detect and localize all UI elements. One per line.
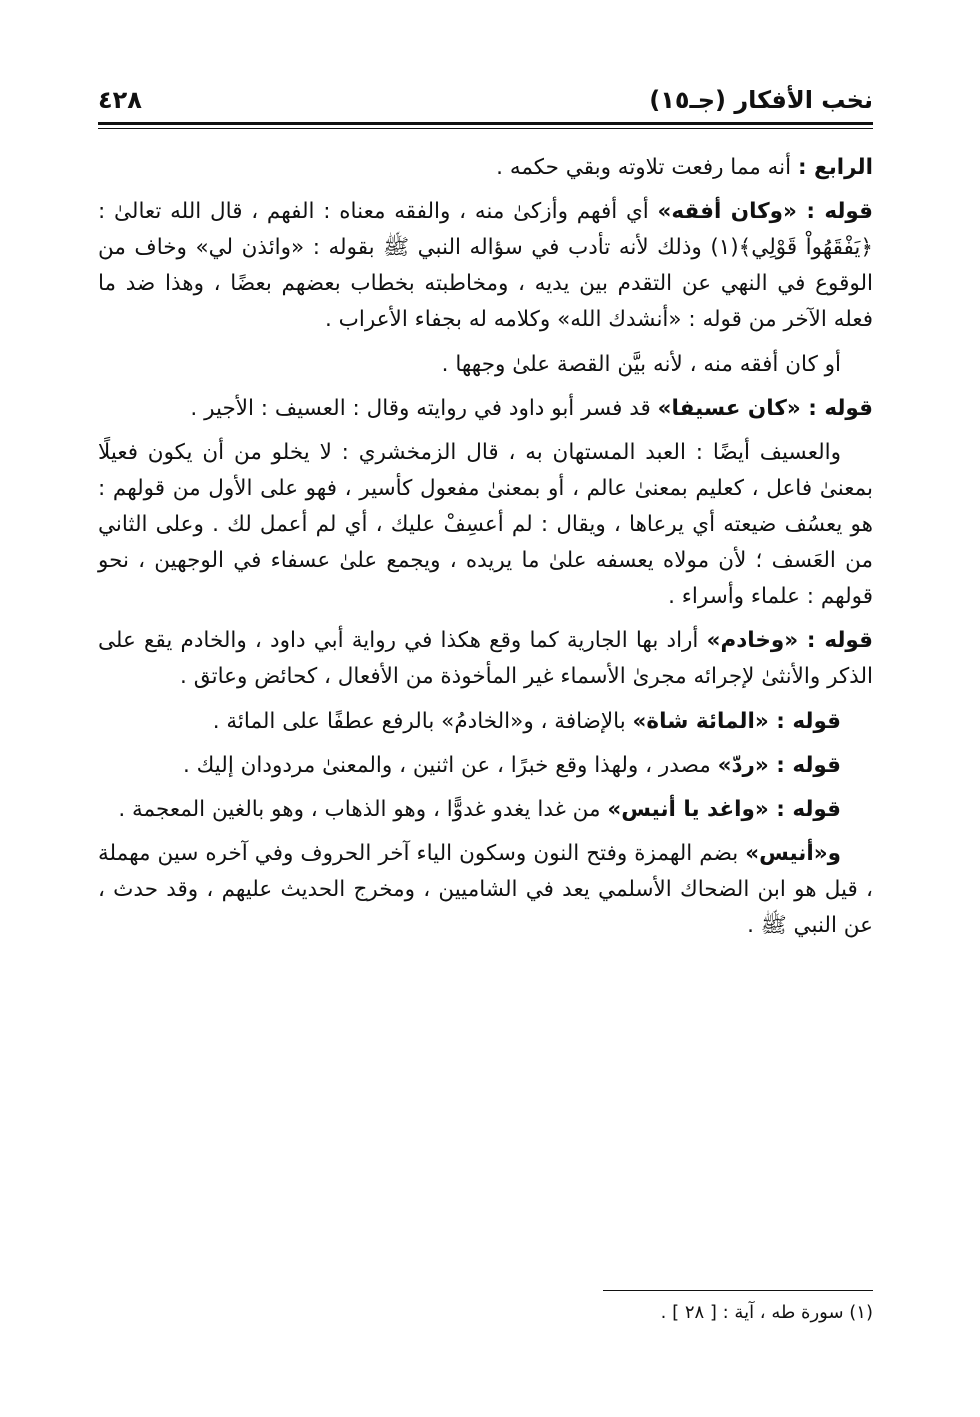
paragraph-text: أراد بها الجارية كما وقع هكذا في رواية أبي داود ، والخادم يقع على الذكر والأنثىٰ لإجرائه مجرىٰ الأسماء غير المأخوذة من الأفعال ، كحائض وعاتق . (98, 628, 873, 690)
footnote: (١) سورة طه ، آية : [ ٢٨ ] . (660, 1302, 873, 1323)
paragraph-lead: قوله : «ردّ» (717, 752, 841, 778)
paragraph-text: مصدر ، ولهذا وقع خبرًا ، عن اثنين ، والمعنىٰ مردودان إليك . (183, 752, 718, 778)
header-rule-thin (98, 128, 873, 129)
paragraph (98, 836, 873, 944)
paragraph (98, 347, 873, 383)
header-rule-thick (98, 122, 873, 125)
paragraph (98, 435, 873, 616)
paragraph-lead: قوله : «كان عسيفا» (657, 395, 873, 421)
paragraph-text: أي أفهم وأزكىٰ منه ، والفقه معناه : الفهم ، قال الله تعالىٰ : ﴿يَفْقَهُواْ قَوْلِي﴾(١) وذلك لأنه تأدب في سؤاله النبي ﷺ بقوله : «وائذن لي» وخاف من الوقوع في النهي عن التقدم بين يديه ، ومخاطبته بخطاب بعضهم بعضًا ، وهذا ضد ما فعله الآخر من قوله : «أنشدك الله» وكلامه له بجفاء الأعراب . (98, 199, 873, 333)
paragraph-lead: الرابع : (797, 155, 873, 180)
paragraph-lead: قوله : «وكان أفقه» (657, 199, 873, 225)
body-text (98, 150, 873, 952)
paragraph-text: بضم الهمزة وفتح النون وسكون الياء آخر الحروف وفي آخره سين مهملة ، قيل هو ابن الضحاك الأسلمي يعد في الشاميين ، ومخرج الحديث عليهم ، وقد حدث ، عن النبي ﷺ . (98, 840, 873, 939)
paragraph (98, 748, 873, 784)
page (98, 70, 873, 1370)
paragraph-text: أو كان أفقه منه ، لأنه بيَّن القصة علىٰ وجهها . (441, 351, 841, 377)
running-header (98, 82, 873, 118)
footnote-rule (603, 1290, 873, 1291)
paragraph-text: بالإضافة ، و«الخادمُ» بالرفع عطفًا على المائة . (212, 708, 633, 734)
paragraph (98, 623, 873, 695)
paragraph-lead: قوله : «واغد يا أنيس» (607, 796, 841, 822)
paragraph-text: قد فسر أبو داود في روايته وقال : العسيف : الأجير . (190, 395, 658, 421)
page-number: ٤٢٨ (98, 86, 142, 114)
paragraph-text: أنه مما رفعت تلاوته وبقي حكمه . (496, 155, 798, 180)
paragraph-lead: قوله : «المائة شاة» (632, 708, 841, 734)
paragraph (98, 150, 873, 186)
paragraph (98, 194, 873, 338)
book-title: نخب الأفكار (جـ١٥) (649, 86, 873, 114)
paragraph (98, 391, 873, 427)
paragraph-lead: قوله : «وخادم» (706, 628, 873, 654)
paragraph-text: من غدا يغدو غدوًّا ، وهو الذهاب ، وهو بالغين المعجمة . (118, 796, 608, 822)
paragraph-lead: و«أنيس» (745, 840, 841, 866)
paragraph (98, 704, 873, 740)
paragraph (98, 792, 873, 828)
paragraph-text: والعسيف أيضًا : العبد المستهان به ، قال الزمخشري : لا يخلو من أن يكون فعيلًا بمعنىٰ فاعل ، كعليم بمعنىٰ عالم ، أو بمعنىٰ مفعول كأسير ، فهو على الأول من قولهم : هو يعسُف ضيعته أي يرعاها ، ويقال : لم أعسِفْ عليك ، أي لم أعمل لك . وعلى الثاني من العَسف ؛ لأن مولاه يعسفه علىٰ ما يريده ، ويجمع علىٰ عسفاء في الوجهين ، نحو قولهم : علماء وأسراء . (98, 439, 873, 610)
